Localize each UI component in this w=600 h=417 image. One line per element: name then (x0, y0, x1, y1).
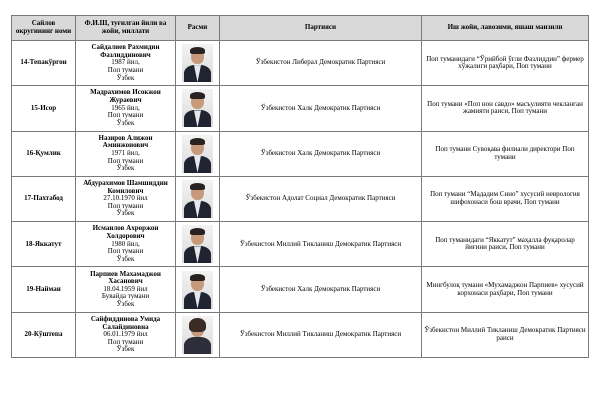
candidate-photo (182, 316, 213, 354)
birth-place: Поп тумани (107, 201, 144, 210)
person-cell (76, 86, 176, 131)
job-cell: Ўзбекистон Миллий Тикланиш Демократик Партияси раиси (422, 312, 589, 357)
header-job: Иш жойи, лавозими, яшаш манзили (422, 16, 589, 41)
job-cell: Мингбулоқ тумани «Мухамаджон Парпиев» хусусий корхонаси раҳбари, Поп тумани (422, 267, 589, 312)
birth-place: Поп тумани (107, 111, 144, 120)
header-photo: Расми (176, 16, 220, 41)
party-cell: Ўзбекистон Халк Демократик Партияси (220, 131, 422, 176)
photo-cell (176, 222, 220, 267)
candidate-photo (182, 271, 213, 309)
nationality: Ўзбек (116, 300, 135, 309)
district-cell: 20-Кўштепа (12, 312, 76, 357)
photo-cell (176, 131, 220, 176)
birth-place: Поп тумани (107, 156, 144, 165)
table-row (12, 267, 589, 312)
birth-date: 1971 йил, (111, 148, 140, 157)
person-cell (76, 176, 176, 221)
job-cell: Поп туманидаги “Ўрийбой ўғли Фазлиддин” фермер хўжалиги раҳбари, Поп тумани (422, 41, 589, 86)
nationality: Ўзбек (116, 118, 135, 127)
birth-date: 1987 йил, (111, 58, 140, 67)
candidate-name: Парпиев Махамаджон Хасанович (90, 269, 161, 286)
photo-cell (176, 312, 220, 357)
header-person: Ф.И.Ш, туғилган йили ва жойи, миллати (76, 16, 176, 41)
candidates-table (11, 15, 589, 358)
photo-cell (176, 267, 220, 312)
header-party: Партияси (220, 16, 422, 41)
candidate-photo (182, 89, 213, 127)
nationality: Ўзбек (116, 345, 135, 354)
district-cell: 19-Найман (12, 267, 76, 312)
candidate-photo (182, 44, 213, 82)
district-cell: 17-Пахтабод (12, 176, 76, 221)
candidate-name: Сайфиддинова Умида Салайдиновна (90, 314, 161, 331)
birth-place: Поп тумани (107, 65, 144, 74)
party-cell: Ўзбекистон Миллий Тикланиш Демократик Партияси (220, 312, 422, 357)
nationality: Ўзбек (116, 164, 135, 173)
party-cell: Ўзбекистон Либерал Демократик Партияси (220, 41, 422, 86)
table-row (12, 222, 589, 267)
person-cell (76, 267, 176, 312)
birth-date: 1965 йил, (111, 103, 140, 112)
candidate-name: Сайдалиев Рахмидин Фазлиддинович (91, 43, 160, 59)
candidate-photo (182, 180, 213, 218)
party-cell: Ўзбекистон Халк Демократик Партияси (220, 86, 422, 131)
nationality: Ўзбек (116, 73, 135, 82)
table-header-row (12, 16, 589, 41)
birth-place: Поп тумани (107, 247, 144, 256)
party-cell: Ўзбекистон Халк Демократик Партияси (220, 267, 422, 312)
candidate-name: Исмаилов Ахроржон Холдорович (92, 224, 159, 240)
party-cell: Ўзбекистон Миллий Тикланиш Демократик Партияси (220, 222, 422, 267)
birth-place: Бувайда тумани (101, 292, 150, 301)
birth-date: 27.10.1970 йил (103, 194, 148, 203)
table-row (12, 41, 589, 86)
job-cell: Поп тумани Сувоқава филиали директори Поп тумани (422, 131, 589, 176)
district-cell: 16-Қумлик (12, 131, 76, 176)
birth-date: 06.01.1979 йил (103, 330, 148, 339)
candidate-name: Абдурахимов Шамшиддин Комилович (83, 179, 168, 195)
table-row (12, 312, 589, 357)
person-cell (76, 312, 176, 357)
photo-cell (176, 86, 220, 131)
header-district: Сайлов округининг номи (12, 16, 76, 41)
table-row (12, 131, 589, 176)
nationality: Ўзбек (116, 254, 135, 263)
candidate-photo (182, 135, 213, 173)
job-cell: Поп туманидаги “Яккатут” маҳалла фуқаролар йиғини раиси, Поп тумани (422, 222, 589, 267)
district-cell: 18-Яккатут (12, 222, 76, 267)
birth-date: 1980 йил, (111, 239, 140, 248)
table-row (12, 86, 589, 131)
person-cell (76, 131, 176, 176)
table-row (12, 176, 589, 221)
nationality: Ўзбек (116, 209, 135, 218)
candidate-name: Назиров Алижон Аминжонович (98, 133, 153, 150)
birth-date: 18.04.1959 йил (103, 284, 148, 293)
job-cell: Поп тумани “Мададим Сино” хусусий неврология шифохонаси бош врачи, Поп тумани (422, 176, 589, 221)
birth-place: Поп тумани (107, 337, 144, 346)
job-cell: Поп тумани «Поп нон савдо» масъулияти чекланган жамияти раиси, Поп тумани (422, 86, 589, 131)
photo-cell (176, 176, 220, 221)
photo-cell (176, 41, 220, 86)
candidate-name: Мадрахимов Исокжон Жураевич (90, 88, 161, 105)
person-cell (76, 222, 176, 267)
district-cell: 14-Тепакўргон (12, 41, 76, 86)
party-cell: Ўзбекистон Адолат Социал Демократик Партияси (220, 176, 422, 221)
district-cell: 15-Исор (12, 86, 76, 131)
person-cell (76, 41, 176, 86)
candidate-photo (182, 225, 213, 263)
